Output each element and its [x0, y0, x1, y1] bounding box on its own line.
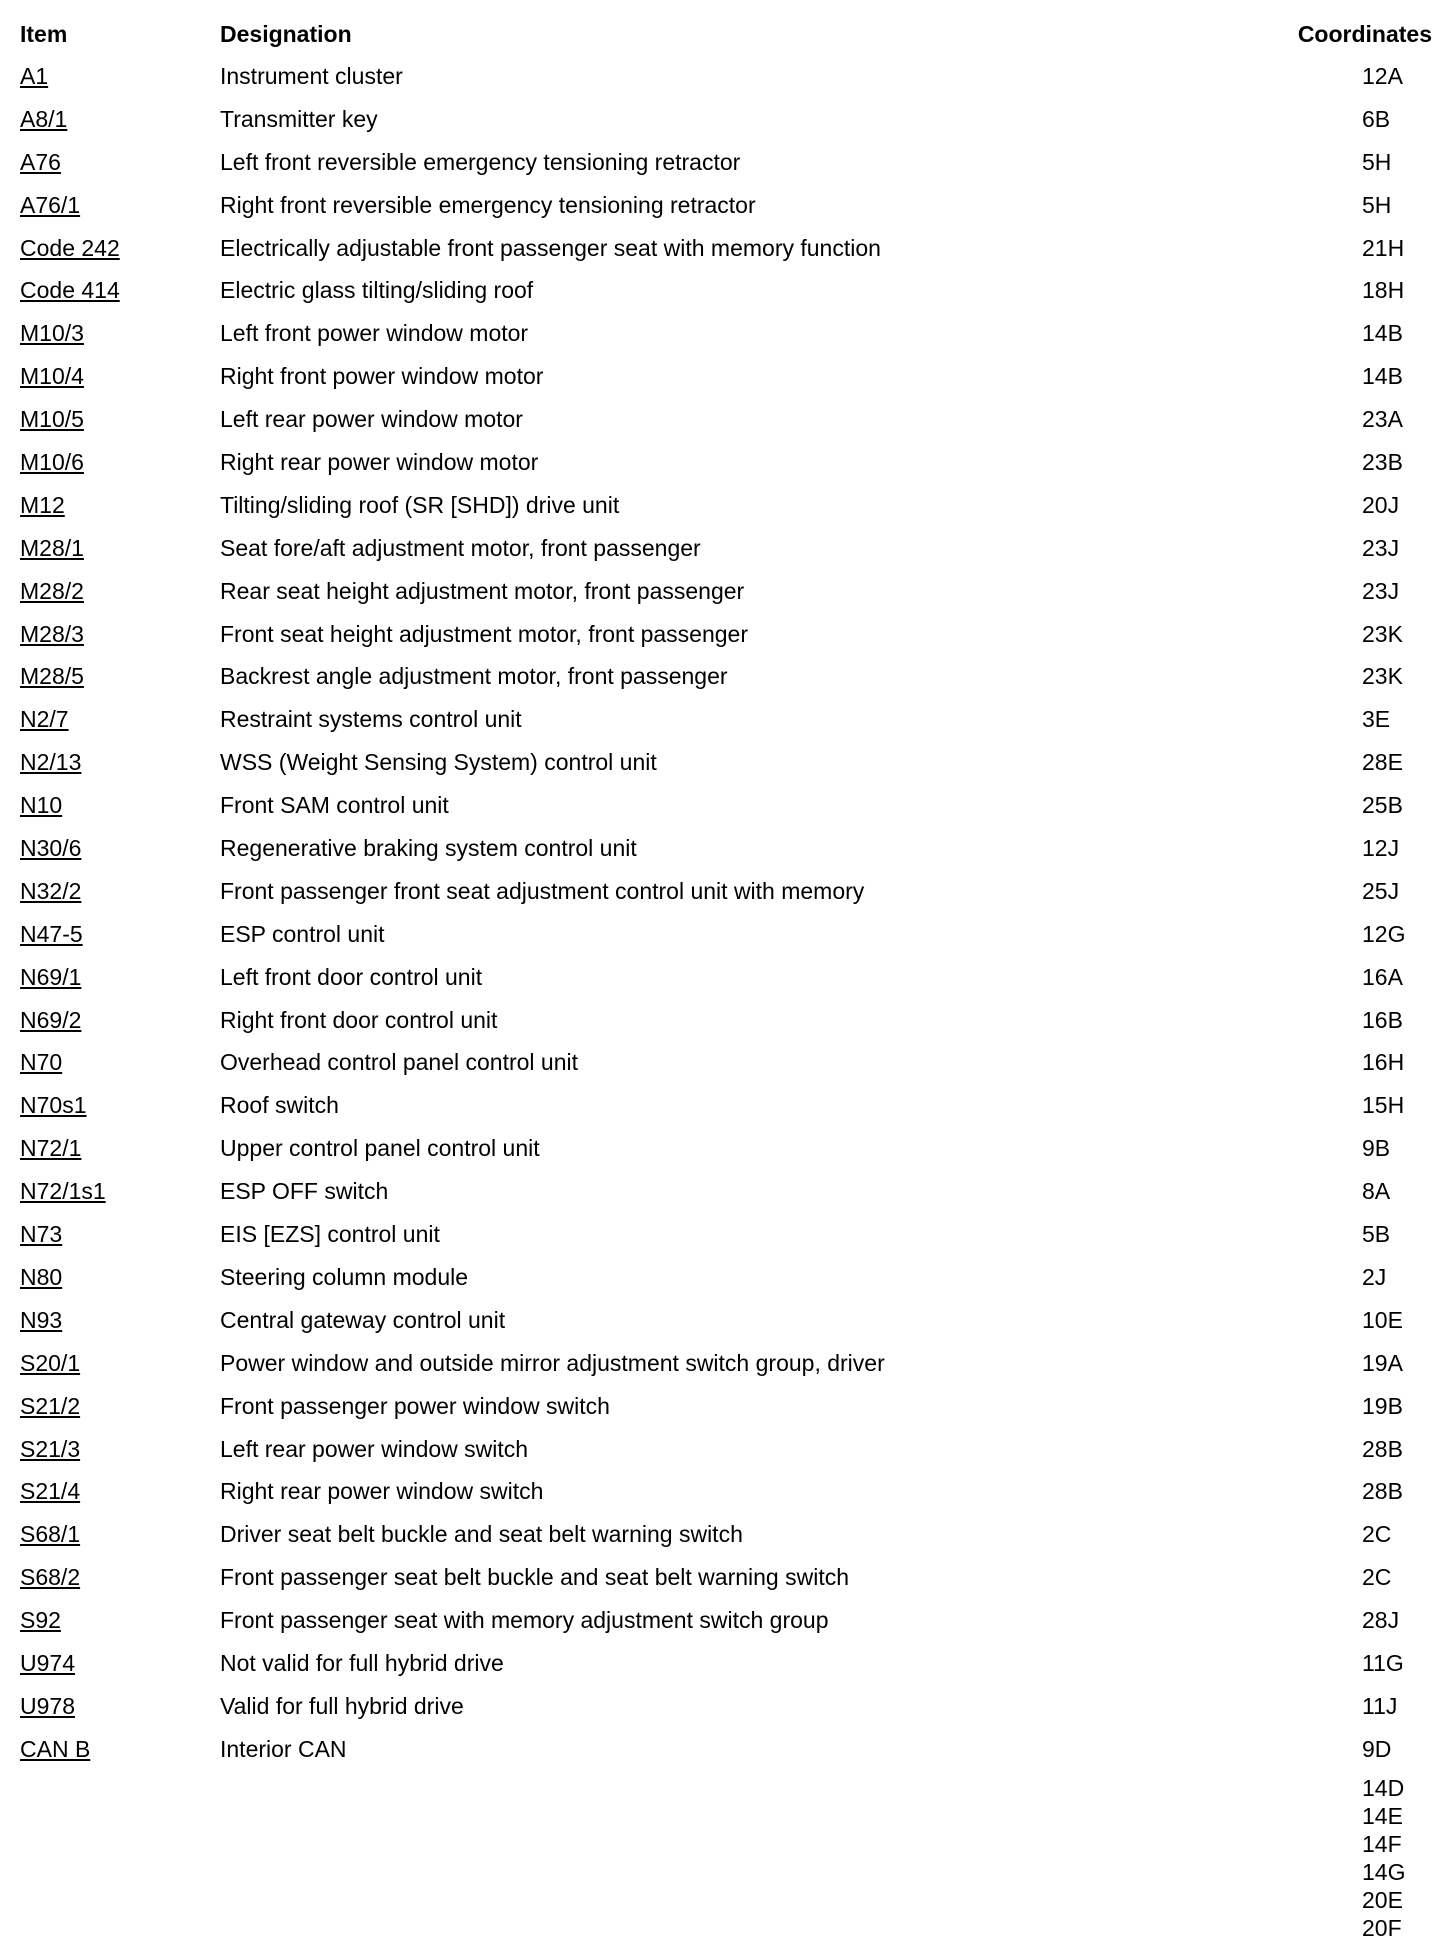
designation-text: Left rear power window switch — [220, 1435, 529, 1462]
item-link[interactable]: M10/5 — [20, 406, 84, 433]
coordinate-text: 23J — [1362, 577, 1400, 604]
extra-coordinate: 14G — [1362, 1859, 1406, 1885]
designation-text: Backrest angle adjustment motor, front passenger — [220, 663, 728, 690]
table-row — [0, 1004, 1456, 1047]
table-row — [0, 1561, 1456, 1604]
designation-text: Front seat height adjustment motor, front passenger — [220, 620, 749, 647]
designation-text: Seat fore/aft adjustment motor, front passenger — [220, 534, 701, 561]
header-coordinates: Coordinates — [1297, 21, 1432, 47]
item-link[interactable]: S21/2 — [20, 1392, 81, 1419]
designation-text: Overhead control panel control unit — [220, 1049, 578, 1076]
coordinate-text: 5H — [1362, 148, 1392, 175]
coordinate-text: 8A — [1362, 1178, 1391, 1205]
table-row — [0, 532, 1456, 575]
coordinate-text: 12A — [1362, 63, 1403, 89]
item-link[interactable]: S92 — [20, 1607, 61, 1634]
item-link[interactable]: S21/3 — [20, 1435, 81, 1462]
coordinate-text: 9D — [1362, 1735, 1392, 1762]
designation-text: Roof switch — [220, 1092, 339, 1119]
designation-text: Power window and outside mirror adjustment switch group, driver — [220, 1349, 885, 1376]
designation-text: Instrument cluster — [220, 63, 403, 89]
item-link[interactable]: S68/2 — [20, 1564, 81, 1591]
item-link[interactable]: A1 — [20, 63, 49, 89]
coordinate-text: 5H — [1362, 191, 1392, 218]
table-row — [0, 1175, 1456, 1218]
coordinate-text: 15H — [1362, 1092, 1405, 1119]
table-row — [0, 232, 1456, 275]
table-row — [0, 1604, 1456, 1647]
item-link[interactable]: S20/1 — [20, 1349, 81, 1376]
coordinate-text: 2J — [1362, 1263, 1387, 1290]
designation-text: Front passenger front seat adjustment control unit with memory — [220, 877, 865, 904]
item-link[interactable]: M28/2 — [20, 577, 84, 604]
designation-text: Tilting/sliding roof (SR [SHD]) drive unit — [220, 491, 620, 518]
designation-text: Front passenger seat belt buckle and seat belt warning switch — [220, 1564, 850, 1591]
table-row — [0, 1218, 1456, 1261]
coordinate-text: 23A — [1362, 406, 1403, 433]
extra-coordinate: 20E — [1362, 1887, 1403, 1913]
extra-coordinate: 14F — [1362, 1831, 1402, 1857]
item-link[interactable]: N47-5 — [20, 920, 83, 947]
designation-text: Restraint systems control unit — [220, 706, 522, 733]
coordinate-text: 23K — [1362, 663, 1403, 690]
table-row — [0, 1690, 1456, 1733]
coordinate-text: 23K — [1362, 620, 1403, 647]
table-row — [0, 1733, 1456, 1776]
coordinate-text: 10E — [1362, 1306, 1403, 1333]
designation-text: Left front reversible emergency tensioning retractor — [220, 148, 741, 175]
coordinate-text: 11J — [1362, 1692, 1398, 1719]
item-link[interactable]: N10 — [20, 792, 63, 819]
coordinate-text: 16A — [1362, 963, 1403, 990]
coordinate-text: 28B — [1362, 1435, 1403, 1462]
designation-text: Right front power window motor — [220, 363, 544, 390]
table-row — [0, 60, 1456, 103]
item-link[interactable]: M10/3 — [20, 320, 84, 347]
item-link[interactable]: M28/5 — [20, 663, 84, 690]
item-link[interactable]: N93 — [20, 1306, 63, 1333]
designation-text: Right front reversible emergency tensioning retractor — [220, 191, 756, 218]
designation-text: Right rear power window switch — [220, 1478, 544, 1505]
designation-text: Front passenger power window switch — [220, 1392, 610, 1419]
coordinate-text: 11G — [1362, 1649, 1404, 1676]
table-row — [0, 1518, 1456, 1561]
designation-text: Left rear power window motor — [220, 406, 523, 433]
extra-coordinate: 14D — [1362, 1775, 1405, 1801]
coordinate-text: 28J — [1362, 1607, 1400, 1634]
table-row — [0, 789, 1456, 832]
designation-text: EIS [EZS] control unit — [220, 1221, 440, 1248]
can-b-extra-coordinates — [1362, 1774, 1405, 1942]
designation-text: ESP OFF switch — [220, 1178, 389, 1205]
designation-text: Transmitter key — [220, 105, 378, 132]
coordinate-text: 25J — [1362, 877, 1400, 904]
table-row — [0, 189, 1456, 232]
coordinate-text: 18H — [1362, 277, 1405, 304]
table-row — [0, 317, 1456, 360]
table-row — [0, 360, 1456, 403]
item-link[interactable]: N2/13 — [20, 749, 82, 776]
table-row — [0, 1390, 1456, 1433]
designation-text: Left front power window motor — [220, 320, 529, 347]
table-row — [0, 403, 1456, 446]
designation-text: Front passenger seat with memory adjustment switch group — [220, 1607, 829, 1634]
designation-text: Right rear power window motor — [220, 449, 539, 476]
table-row — [0, 1046, 1456, 1089]
coordinate-text: 2C — [1362, 1564, 1392, 1591]
item-link[interactable]: A76/1 — [20, 191, 81, 218]
table-row — [0, 875, 1456, 918]
table-row — [0, 746, 1456, 789]
designation-text: Regenerative braking system control unit — [220, 835, 637, 862]
item-link[interactable]: N69/2 — [20, 1006, 82, 1033]
header-item: Item — [20, 21, 68, 47]
coordinate-text: 21H — [1362, 234, 1405, 261]
coordinate-text: 6B — [1362, 105, 1391, 132]
coordinate-text: 5B — [1362, 1221, 1391, 1248]
coordinate-text: 16B — [1362, 1006, 1403, 1033]
item-link[interactable]: N73 — [20, 1221, 63, 1248]
table-row — [0, 1647, 1456, 1690]
item-link[interactable]: S21/4 — [20, 1478, 81, 1505]
item-link[interactable]: Code 242 — [20, 234, 120, 261]
item-link[interactable]: M28/1 — [20, 534, 84, 561]
item-link[interactable]: M10/4 — [20, 363, 84, 390]
item-link[interactable]: U978 — [20, 1692, 75, 1719]
table-row — [0, 618, 1456, 661]
table-row — [0, 1304, 1456, 1347]
designation-text: Front SAM control unit — [220, 792, 449, 819]
coordinate-text: 16H — [1362, 1049, 1405, 1076]
coordinate-text: 14B — [1362, 363, 1403, 390]
designation-text: Interior CAN — [220, 1735, 347, 1762]
coordinate-text: 2C — [1362, 1521, 1392, 1548]
item-link[interactable]: N70 — [20, 1049, 63, 1076]
item-link[interactable]: M10/6 — [20, 449, 84, 476]
item-link[interactable]: N80 — [20, 1263, 63, 1290]
designation-text: Right front door control unit — [220, 1006, 498, 1033]
item-link[interactable]: CAN B — [20, 1735, 91, 1762]
designation-text: Left front door control unit — [220, 963, 483, 990]
extra-coordinate: 14E — [1362, 1803, 1403, 1829]
table-row — [0, 575, 1456, 618]
table-row — [0, 703, 1456, 746]
item-link[interactable]: M28/3 — [20, 620, 84, 647]
coordinate-text: 14B — [1362, 320, 1403, 347]
designation-text: Central gateway control unit — [220, 1306, 506, 1333]
item-link[interactable]: N72/1s1 — [20, 1178, 106, 1205]
item-link[interactable]: N32/2 — [20, 877, 82, 904]
designation-text: Not valid for full hybrid drive — [220, 1649, 504, 1676]
coordinate-text: 19B — [1362, 1392, 1403, 1419]
coordinate-text: 20J — [1362, 491, 1400, 518]
item-link[interactable]: N2/7 — [20, 706, 69, 733]
item-link[interactable]: A76 — [20, 148, 61, 175]
designation-text: WSS (Weight Sensing System) control unit — [220, 749, 657, 776]
coordinate-text: 19A — [1362, 1349, 1403, 1376]
table-row — [0, 1347, 1456, 1390]
header-designation: Designation — [220, 21, 352, 47]
item-link[interactable]: N70s1 — [20, 1092, 87, 1119]
designation-text: Electric glass tilting/sliding roof — [220, 277, 534, 304]
designation-text: Rear seat height adjustment motor, front passenger — [220, 577, 745, 604]
coordinate-text: 12J — [1362, 835, 1400, 862]
coordinate-text: 28E — [1362, 749, 1403, 776]
table-row — [0, 103, 1456, 146]
table-row — [0, 1433, 1456, 1476]
item-link[interactable]: A8/1 — [20, 105, 68, 132]
designation-text: Electrically adjustable front passenger seat with memory function — [220, 234, 881, 261]
item-link[interactable]: N72/1 — [20, 1135, 82, 1162]
coordinate-text: 23J — [1362, 534, 1400, 561]
designation-text: ESP control unit — [220, 920, 385, 947]
item-link[interactable]: M12 — [20, 491, 65, 518]
item-link[interactable]: S68/1 — [20, 1521, 81, 1548]
table-row — [0, 1089, 1456, 1132]
table-row — [0, 660, 1456, 703]
table-row — [0, 274, 1456, 317]
table-row — [0, 918, 1456, 961]
extra-coordinate: 20F — [1362, 1915, 1402, 1941]
coordinate-text: 9B — [1362, 1135, 1391, 1162]
table-row — [0, 1261, 1456, 1304]
coordinate-text: 25B — [1362, 792, 1403, 819]
designation-text: Upper control panel control unit — [220, 1135, 540, 1162]
designation-text: Steering column module — [220, 1263, 469, 1290]
coordinate-text: 3E — [1362, 706, 1391, 733]
coordinate-text: 23B — [1362, 449, 1403, 476]
item-link[interactable]: U974 — [20, 1649, 75, 1676]
table-row — [0, 146, 1456, 189]
table-row — [0, 489, 1456, 532]
table-row — [0, 1132, 1456, 1175]
item-link[interactable]: Code 414 — [20, 277, 120, 304]
table-row — [0, 961, 1456, 1004]
item-link[interactable]: N30/6 — [20, 835, 82, 862]
designation-text: Driver seat belt buckle and seat belt warning switch — [220, 1521, 743, 1548]
table-row — [0, 1475, 1456, 1518]
item-link[interactable]: N69/1 — [20, 963, 82, 990]
designation-text: Valid for full hybrid drive — [220, 1692, 464, 1719]
legend-table — [0, 60, 1456, 1776]
coordinate-text: 28B — [1362, 1478, 1403, 1505]
table-row — [0, 832, 1456, 875]
table-row — [0, 446, 1456, 489]
coordinate-text: 12G — [1362, 920, 1406, 947]
